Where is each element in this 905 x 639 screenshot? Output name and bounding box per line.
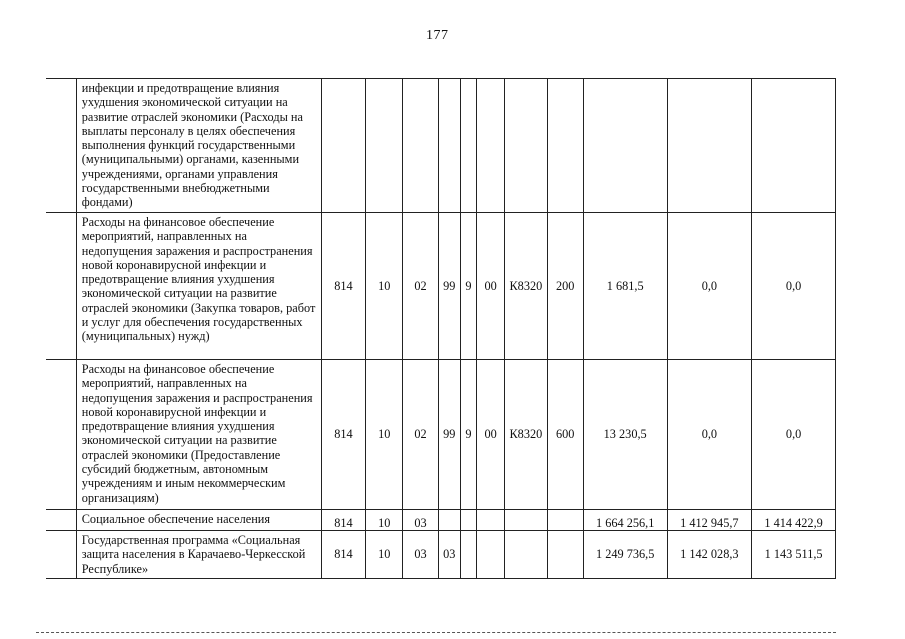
table-row: [46, 360, 836, 510]
row-amount-2022: 0,0: [752, 360, 836, 510]
row-description: Государственная программа «Социальная защита населения в Карачаево-Черкесской Республике»: [76, 531, 321, 579]
row-expense-type: 200: [547, 213, 583, 360]
row-main-event: [476, 510, 504, 531]
row-ministry: 814: [321, 213, 365, 360]
row-amount-2022: 1 414 422,9: [752, 510, 836, 531]
row-expense-type: [547, 531, 583, 579]
row-program: [438, 510, 460, 531]
page-number: 177: [426, 28, 449, 43]
row-description: инфекции и предотвращение влияния ухудшения экономической ситуации на развитие отраслей экономики (Расходы на выплаты персоналу в целях обеспечения выполнения функций государственными (муниципальными) органами, казенными учреждениями, органами управления государственными внебюджетными фондами): [76, 79, 321, 213]
row-ministry: 814: [321, 360, 365, 510]
row-amount-2022: 1 143 511,5: [752, 531, 836, 579]
row-amount-2021: 0,0: [667, 213, 752, 360]
row-description: Расходы на финансовое обеспечение мероприятий, направленных на недопущения заражения и распространения новой коронавирусной инфекции и предотвращение влияния ухудшения экономической ситуации на развитие отраслей экономики (Предоставление субсидий бюджетным, автономным учреждениям и иным некоммерческим организациям): [76, 360, 321, 510]
row-amount-2021: 0,0: [667, 360, 752, 510]
row-direction: [505, 79, 547, 213]
row-ministry: 814: [321, 531, 365, 579]
page-bottom-rule: [36, 632, 836, 633]
row-direction: [505, 510, 547, 531]
row-main-event: 00: [476, 213, 504, 360]
row-amount-2021: 1 142 028,3: [667, 531, 752, 579]
row-subsection: 03: [403, 510, 438, 531]
row-ministry: [321, 79, 365, 213]
row-amount-2020: [583, 79, 667, 213]
row-direction: К8320: [505, 213, 547, 360]
row-gap-cell: [46, 79, 76, 213]
row-expense-type: 600: [547, 360, 583, 510]
row-program: [438, 79, 460, 213]
row-description: Расходы на финансовое обеспечение мероприятий, направленных на недопущения заражения и распространения новой коронавирусной инфекции и предотвращение влияния ухудшения экономической ситуации на развитие отраслей экономики (Закупка товаров, работ и услуг для обеспечения государственных (муниципальных) нужд): [76, 213, 321, 360]
row-gap-cell: [46, 213, 76, 360]
row-amount-2020: 13 230,5: [583, 360, 667, 510]
table-row: [46, 510, 836, 531]
table-row: [46, 213, 836, 360]
row-gap-cell: [46, 360, 76, 510]
row-amount-2020: 1 249 736,5: [583, 531, 667, 579]
row-program: 99: [438, 213, 460, 360]
row-expense-type: [547, 510, 583, 531]
row-section: 10: [366, 360, 403, 510]
row-direction: К8320: [505, 360, 547, 510]
row-main-event: [476, 531, 504, 579]
row-main-event: 00: [476, 360, 504, 510]
row-subsection: [403, 79, 438, 213]
row-main-event: [476, 79, 504, 213]
row-subsection: 02: [403, 213, 438, 360]
row-amount-2020: 1 664 256,1: [583, 510, 667, 531]
row-subprogram: 9: [460, 360, 476, 510]
table-row: [46, 79, 836, 213]
row-description: Социальное обеспечение населения: [76, 510, 321, 531]
row-expense-type: [547, 79, 583, 213]
row-ministry: 814: [321, 510, 365, 531]
budget-table: [46, 78, 836, 579]
row-section: 10: [366, 213, 403, 360]
row-section: 10: [366, 531, 403, 579]
row-amount-2022: [752, 79, 836, 213]
row-amount-2021: 1 412 945,7: [667, 510, 752, 531]
row-subprogram: 9: [460, 213, 476, 360]
row-subsection: 02: [403, 360, 438, 510]
row-gap-cell: [46, 510, 76, 531]
row-amount-2022: 0,0: [752, 213, 836, 360]
row-subsection: 03: [403, 531, 438, 579]
row-program: 99: [438, 360, 460, 510]
row-section: 10: [366, 510, 403, 531]
table-row: [46, 531, 836, 579]
row-amount-2020: 1 681,5: [583, 213, 667, 360]
row-program: 03: [438, 531, 460, 579]
row-direction: [505, 531, 547, 579]
row-subprogram: [460, 79, 476, 213]
row-section: [366, 79, 403, 213]
row-gap-cell: [46, 531, 76, 579]
row-subprogram: [460, 510, 476, 531]
row-subprogram: [460, 531, 476, 579]
row-amount-2021: [667, 79, 752, 213]
